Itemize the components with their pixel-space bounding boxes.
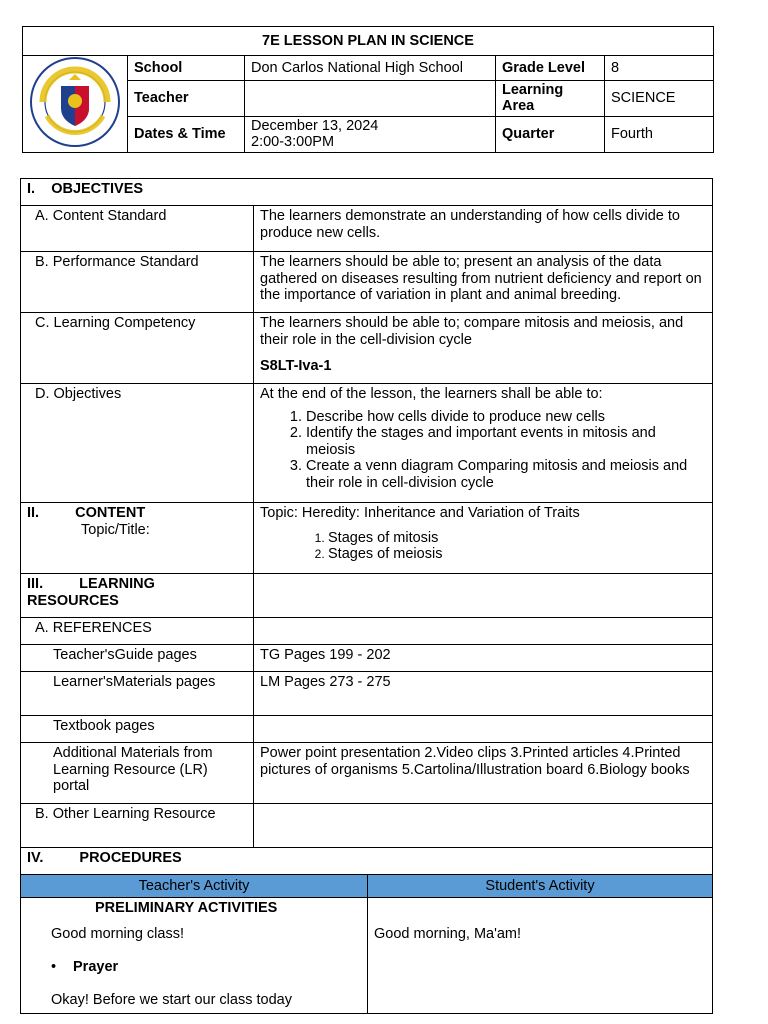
textbook-label: Textbook pages <box>21 716 254 743</box>
learning-area-label: Learning Area <box>496 80 605 116</box>
school-value: Don Carlos National High School <box>245 56 496 81</box>
prayer-item: • Prayer <box>51 959 119 975</box>
teacher-activity-header: Teacher's Activity <box>21 875 368 898</box>
additional-materials-label: Additional Materials from Learning Resource (LR) portal <box>21 743 254 804</box>
topic-title-label: Topic/Title: <box>81 521 150 538</box>
learning-resources-value <box>254 574 713 618</box>
date-value: December 13, 2024 <box>251 118 379 135</box>
competency-text: The learners should be able to; compare mitosis and meiosis, and their role in the cell-division cycle <box>260 315 684 348</box>
objective-item: 1. Describe how cells divide to produce new cells <box>306 409 706 426</box>
teacher-label: Teacher <box>128 80 245 116</box>
other-resource-label: B. Other Learning Resource <box>21 804 254 848</box>
bullet-icon: • <box>51 959 57 975</box>
performance-standard-value: The learners should be able to; present an analysis of the data gathered on diseases resulting from nutrient deficiency and report on the importance of variation in plant and animal breeding. <box>254 252 713 313</box>
topic-item: 2. Stages of meiosis <box>328 546 706 563</box>
teacher-instruction: Okay! Before we start our class today <box>51 992 292 1008</box>
learning-competency-label: C. Learning Competency <box>21 313 254 384</box>
page-title: 7E LESSON PLAN IN SCIENCE <box>23 27 714 56</box>
competency-code: S8LT-Iva-1 <box>260 358 332 374</box>
dates-time-value <box>245 116 496 152</box>
student-greeting: Good morning, Ma'am! <box>374 926 522 942</box>
learning-resources-heading: III. LEARNING RESOURCES <box>21 574 254 618</box>
dates-time-label: Dates & Time <box>128 116 245 152</box>
learners-materials-label: Learner'sMaterials pages <box>21 672 254 716</box>
grade-level-label: Grade Level <box>496 56 605 81</box>
grade-level-value: 8 <box>605 56 714 81</box>
teachers-guide-label: Teacher'sGuide pages <box>21 645 254 672</box>
school-label: School <box>128 56 245 81</box>
objectives-label: D. Objectives <box>21 384 254 503</box>
objectives-heading: I. OBJECTIVES <box>21 179 713 206</box>
topics-list <box>260 530 706 563</box>
student-activity-cell <box>368 898 713 1014</box>
procedures-heading: IV. PROCEDURES <box>21 848 713 875</box>
teacher-activity-cell <box>21 898 368 1014</box>
performance-standard-label: B. Performance Standard <box>21 252 254 313</box>
teacher-greeting: Good morning class! <box>51 926 184 942</box>
objective-item: 3. Create a venn diagram Comparing mitosis and meiosis and their role in cell-division cycle <box>306 458 706 491</box>
topic-text: Topic: Heredity: Inheritance and Variation of Traits <box>260 505 580 521</box>
procedures-table <box>20 874 713 1014</box>
references-label: A. REFERENCES <box>21 618 254 645</box>
content-standard-value: The learners demonstrate an understanding of how cells divide to produce new cells. <box>254 206 713 252</box>
teacher-value <box>245 80 496 116</box>
lesson-plan-table <box>20 178 713 875</box>
preliminary-activities-heading: PRELIMINARY ACTIVITIES <box>95 900 278 916</box>
learners-materials-value: LM Pages 273 - 275 <box>254 672 713 716</box>
references-value <box>254 618 713 645</box>
student-activity-header: Student's Activity <box>368 875 713 898</box>
textbook-value <box>254 716 713 743</box>
objectives-list <box>260 409 706 492</box>
other-resource-value <box>254 804 713 848</box>
learning-competency-value <box>254 313 713 384</box>
objectives-value <box>254 384 713 503</box>
header-table <box>22 26 714 153</box>
content-standard-label: A. Content Standard <box>21 206 254 252</box>
deped-seal-cell <box>23 56 128 153</box>
objectives-intro: At the end of the lesson, the learners shall be able to: <box>260 386 603 402</box>
additional-materials-value: Power point presentation 2.Video clips 3.Printed articles 4.Printed pictures of organisms 5.Cartolina/Illustration board 6.Biology books <box>254 743 713 804</box>
quarter-value: Fourth <box>605 116 714 152</box>
teachers-guide-value: TG Pages 199 - 202 <box>254 645 713 672</box>
learning-area-value: SCIENCE <box>605 80 714 116</box>
objective-item: 2. Identify the stages and important events in mitosis and meiosis <box>306 425 706 458</box>
topic-item: 1. Stages of mitosis <box>328 530 706 547</box>
deped-seal-logo <box>29 56 121 148</box>
content-heading: II. CONTENT Topic/Title: <box>21 503 254 574</box>
content-topic-value <box>254 503 713 574</box>
quarter-label: Quarter <box>496 116 605 152</box>
time-value: 2:00-3:00PM <box>251 134 335 151</box>
